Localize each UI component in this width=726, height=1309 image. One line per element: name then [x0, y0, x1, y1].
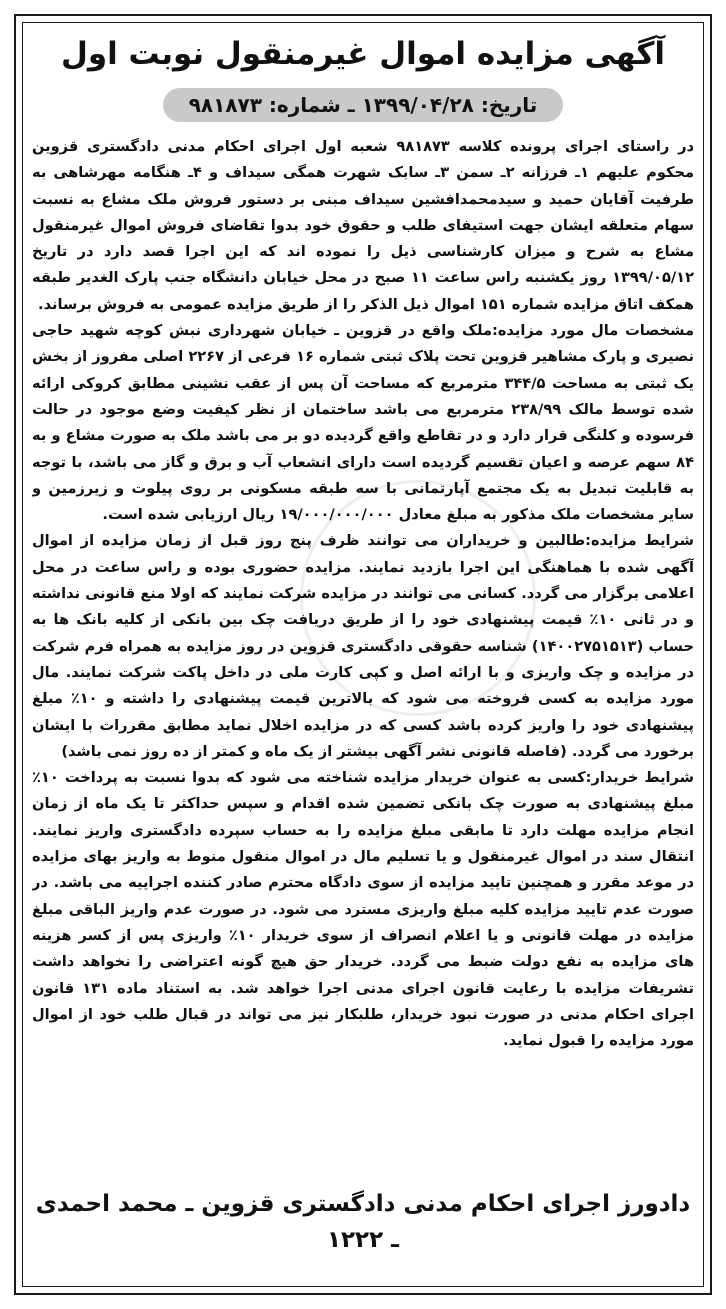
notice-body: [32, 134, 694, 1174]
conditions-text: طالبین و خریداران می توانند ظرف پنج روز قبل از زمان مزایده از اموال آگهی شده با هماهنگی این اجرا بازدید نمایند. مزایده حضوری بوده و راس ساعت در محل اعلامی برگزار می گردد. کسانی می توانند در مزایده شرکت نمایند که اولا منع قانونی نداشته و در ثانی ۱۰٪ قیمت پیشنهادی خود را از طریق دریافت چک بین بانکی از کلیه بانک ها به حساب (۱۴۰۰۲۷۵۱۵۱۳) شناسه حقوقی دادگستری قزوین در روز مزایده به همراه فرم شرکت در مزایده و چک واریزی و با ارائه اصل و کپی کارت ملی در داخل پاکت شرکت نمایند. مال مورد مزایده به کسی فروخته می شود که بالاترین قیمت پیشنهادی را داشته و ۱۰٪ مبلغ پیشنهادی خود را واریز کرده باشد کسی که در مزایده اخلال نماید مطابق مقررات با ایشان برخورد می گردد. (فاصله قانونی نشر آگهی بیشتر از یک ماه و کمتر از ده روز نمی باشد): [32, 532, 694, 760]
intro-paragraph: در راستای اجرای پرونده کلاسه ۹۸۱۸۷۳ شعبه اول اجرای احکام مدنی دادگستری قزوین محکوم علیهم ۱ـ فرزانه ۲ـ سمن ۳ـ سابک شهرت همگی سیداف و ۴ـ هنگامه مهرشاهی به طرفیت آقایان حمید و سیدمحمدافشین سیداف مبنی بر دستور فروش ملک مشاع به نسبت سهام متعلقه ایشان جهت استیفای طلب و حقوق خود بدوا تقاضای فروش اموال غیرمنقول مشاع به شرح و میزان کارشناسی ذیل را نموده اند که این اجرا قصد دارد در تاریخ ۱۳۹۹/۰۵/۱۲ روز یکشنبه راس ساعت ۱۱ صبح در محل خیابان دانشگاه جنب پارک الغدیر طبقه همکف اتاق مزایده شماره ۱۵۱ اموال ذیل الذکر را از طریق مزایده عمومی به فروش برساند.: [32, 138, 694, 313]
property-paragraph: [32, 318, 694, 528]
notice-title: آگهی مزایده اموال غیرمنقول نوبت اول: [60, 36, 666, 72]
property-text: ملک واقع در قزوین ـ خیابان شهرداری نبش کوچه شهید حاجی نصیری و پارک مشاهیر قزوین تحت پلاک ثبتی شماره ۱۶ فرعی از ۲۲۶۷ اصلی مفروز از بخش یک ثبتی به مساحت ۳۴۴/۵ مترمربع که مساحت آن پس از عقب نشینی مطابق کروکی ارائه شده توسط مالک ۲۳۸/۹۹ مترمربع می باشد ساختمان از نظر کیفیت وضع موجود در حالت فرسوده و کلنگی قرار دارد و در تقاطع واقع گردیده دو بر می باشد ملک به صورت مشاع و به ۸۴ سهم عرصه و اعیان تقسیم گردیده است دارای انشعاب آب و برق و گاز می باشد، با توجه به قابلیت تبدیل به یک مجتمع آپارتمانی با سه طبقه مسکونی بر روی پیلوت و زیرزمین و سایر مشخصات ملک مذکور به مبلغ معادل ۱۹/۰۰۰/۰۰۰/۰۰۰ ریال ارزیابی شده است.: [32, 322, 694, 524]
buyer-paragraph: [32, 765, 694, 1054]
date-number-badge: تاریخ: ۱۳۹۹/۰۴/۲۸ ـ شماره: ۹۸۱۸۷۳: [163, 88, 564, 122]
property-heading: مشخصات مال مورد مزایده:: [491, 322, 694, 340]
conditions-paragraph: [32, 528, 694, 765]
date-line-wrap: [32, 88, 694, 128]
signature-line: دادورز اجرای احکام مدنی دادگستری قزوین ـ محمد احمدی ـ ۱۲۲۲: [35, 1191, 691, 1253]
conditions-heading: شرایط مزایده:: [585, 532, 694, 550]
notice-content: [32, 30, 694, 1280]
buyer-text: کسی به عنوان خریدار مزایده شناخته می شود که بدوا نسبت به پرداخت ۱۰٪ مبلغ پیشنهادی به صورت چک بانکی تضمین شده اقدام و سپس حداکثر تا یک ماه از زمان انجام مزایده مهلت دارد تا مابقی مبلغ مزایده را به حساب سپرده دادگستری واریز نمایند. انتقال سند در اموال غیرمنقول و یا تسلیم مال در اموال منقول منوط به واریز بهای مزایده در موعد مقرر و همچنین تایید مزایده از سوی دادگاه محترم صادر کننده اجراییه می باشد. در صورت عدم تایید مزایده کلیه مبلغ واریزی مسترد می شود. در صورت عدم واریز الباقی مبلغ مزایده در مهلت قانونی و یا اعلام انصراف از سوی خریدار ۱۰٪ واریزی پس از کسر هزینه های مزایده به نفع دولت ضبط می گردد. خریدار حق هیچ گونه اعتراضی را نخواهد داشت تشریفات مزایده با رعایت قانون اجرای مدنی اجرا خواهد شد. به استناد ماده ۱۳۱ قانون اجرای احکام مدنی در صورت نبود خریدار، طلبکار نیز می تواند در قبال طلب خود از اموال مورد مزایده را قبول نماید.: [32, 769, 694, 1050]
buyer-heading: شرایط خریدار:: [585, 769, 694, 787]
